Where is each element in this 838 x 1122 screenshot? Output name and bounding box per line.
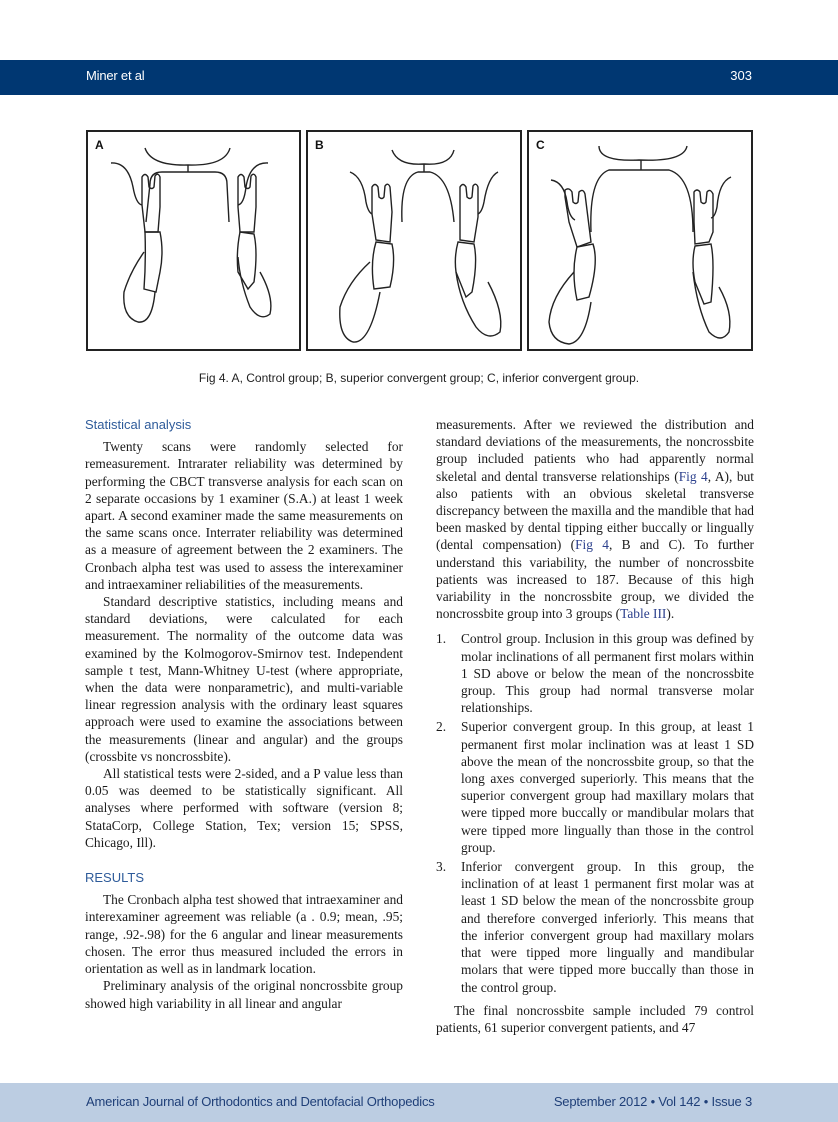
list-item xyxy=(436,718,754,856)
figure-4 xyxy=(86,130,753,351)
list-text: Inferior convergent group. In this group, the inclination of at least 1 permanent first molar was at least 1 SD below the mean of the noncrossbite group and therefore converged inferiorly. This means that the inferior convergent group had maxillary molars that were tipped more lingually and mandibular molars that were tipped more buccally than those in the control group. xyxy=(461,859,754,995)
panel-label: B xyxy=(315,138,324,152)
section-heading-results: RESULTS xyxy=(85,870,144,886)
list-number: 3. xyxy=(436,859,447,875)
text-run: , B and C). To further understand this variability, the number of noncrossbite patients was increased to 187. Because of this high variability in the noncrossbite group, we divided the noncrossbite group into 3 groups ( xyxy=(436,537,755,622)
figure-panel-b xyxy=(306,130,522,351)
molar-diagram-icon xyxy=(529,132,751,349)
list-text: Superior convergent group. In this group, at least 1 permanent first molar inclination was at least 1 SD above the mean of the noncrossbite group, so that the long axes converged superiorly. This means that the superior convergent group had maxillary molars that were tipped more buccally or mandibular molars that were tipped more lingually than those in the control group. xyxy=(461,719,754,855)
fig4-link[interactable]: Fig 4 xyxy=(575,537,609,553)
panel-label: C xyxy=(536,138,545,152)
right-column xyxy=(436,416,754,1036)
paragraph xyxy=(436,416,754,622)
list-number: 1. xyxy=(436,631,447,647)
journal-name: American Journal of Orthodontics and Dentofacial Orthopedics xyxy=(86,1094,435,1109)
fig4-link[interactable]: Fig 4 xyxy=(678,468,708,484)
running-header-author: Miner et al xyxy=(86,68,145,83)
table3-link[interactable]: Table III xyxy=(620,606,667,622)
list-item xyxy=(436,858,754,996)
list-text: Control group. Inclusion in this group was defined by molar inclinations of all permanent first molars within 1 SD above or below the mean of the noncrossbite group. This group had normal transverse molar relationships. xyxy=(461,631,754,716)
figure-panel-c xyxy=(527,130,753,351)
list-item xyxy=(436,630,754,716)
issue-info: September 2012 • Vol 142 • Issue 3 xyxy=(553,1094,752,1109)
paragraph: All statistical tests were 2-sided, and a P value less than 0.05 was deemed to be statistically significant. All analyses where performed with software (version 8; StataCorp, College Station, Tex; version 15; SPSS, Chicago, Ill). xyxy=(85,766,403,850)
molar-diagram-icon xyxy=(88,132,299,349)
paragraph: The Cronbach alpha test showed that intraexaminer and interexaminer agreement was reliable (a . 0.9; mean, .95; range, .92-.98) for the 6 angular and linear measurements chosen. The error thus measured included the errors in orientation as well as in landmark location. xyxy=(85,892,403,977)
running-footer xyxy=(0,1083,838,1122)
text-run: , A), but also patients with an obvious skeletal transverse discrepancy between the maxilla and the mandible that had been masked by dental tipping either buccally or lingually (dental compensation) ( xyxy=(436,468,754,553)
paragraph: The final noncrossbite sample included 79 control patients, 61 superior convergent patients, and 47 xyxy=(436,1002,754,1035)
list-number: 2. xyxy=(436,719,447,735)
paragraph: Preliminary analysis of the original noncrossbite group showed high variability in all linear and angular xyxy=(85,978,403,1011)
text-run: ). xyxy=(666,606,675,622)
figure-panel-a xyxy=(86,130,301,351)
paragraph: Standard descriptive statistics, including means and standard deviations, were calculated for each measurement. The normality of the outcome data was examined by the Kolmogorov-Smirnov test. Independent sample t test, Mann-Whitney U-test (where appropriate, when the data were nonparametric), and multi-variable linear regression analysis with the ordinary least squares approach were used to examine the associations between the measurements (linear and angular) and the groups (crossbite vs noncrossbite). xyxy=(85,594,403,764)
page-number: 303 xyxy=(730,68,752,83)
molar-diagram-icon xyxy=(308,132,520,349)
panel-label: A xyxy=(95,138,104,152)
group-definitions-list xyxy=(436,630,754,995)
left-column xyxy=(85,416,403,1012)
text-run: measurements. After we reviewed the distribution and standard deviations of the measurements, the noncrossbite group included patients who had apparently normal skeletal and dental transverse relationships ( xyxy=(436,417,754,484)
running-header xyxy=(0,60,838,95)
figure-caption: Fig 4. A, Control group; B, superior convergent group; C, inferior convergent group. xyxy=(198,371,640,385)
section-heading-statistical-analysis: Statistical analysis xyxy=(85,417,192,432)
paragraph: Twenty scans were randomly selected for remeasurement. Intrarater reliability was determined by performing the CBCT transverse analysis for each scan on 2 separate occasions by 1 examiner (S.A.) at least 1 week apart. A second examiner made the same measurements on the same scans once. Interrater reliability was determined as a measure of agreement between the 2 examiners. The Cronbach alpha test was used to assess the interexaminer and intraexaminer reliabilities of the measurements. xyxy=(85,439,403,592)
